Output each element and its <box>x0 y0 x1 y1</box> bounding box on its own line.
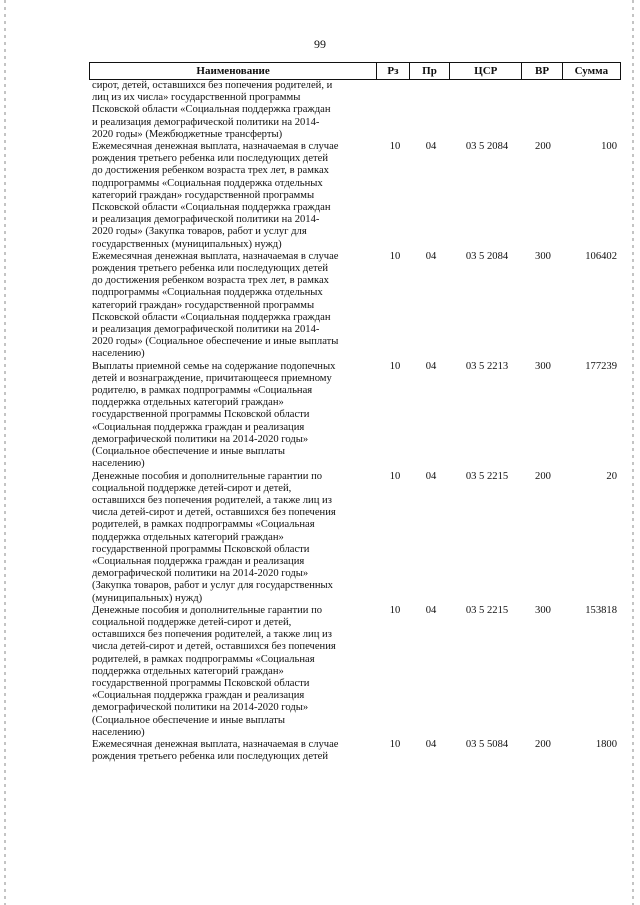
row-name: Ежемесячная денежная выплата, назначаемая в случае рождения третьего ребенка или последующих детей до достижения ребенком возраста трех лет, в рамках подпрограммы «Социальная поддержка отдельных категорий граждан» государственной программы Псковской области «Социальная поддержка граждан и реализация демографической политики на 2014- 2020 годы» (Социальное обеспечение и иные выплаты населению) <box>92 250 339 360</box>
row-sum: 1800 <box>595 738 617 750</box>
table-row <box>89 605 621 739</box>
table-row <box>89 471 621 605</box>
row-vr: 200 <box>535 470 551 482</box>
page-number: 99 <box>314 37 326 51</box>
row-name: Ежемесячная денежная выплата, назначаемая в случае рождения третьего ребенка или последующих детей <box>92 738 339 763</box>
row-vr: 300 <box>535 604 551 616</box>
row-sum: 20 <box>606 470 617 482</box>
table-row <box>89 251 621 361</box>
row-pr: 04 <box>425 360 437 372</box>
header-vr: ВР <box>521 63 561 79</box>
budget-table <box>89 62 621 763</box>
left-scan-edge <box>4 0 6 905</box>
row-csr: 03 5 2084 <box>465 250 509 262</box>
table-row <box>89 739 621 763</box>
row-csr: 03 5 2213 <box>465 360 509 372</box>
row-name: сирот, детей, оставшихся без попечения родителей, и лиц из их числа» государственной программы Псковской области «Социальная поддержка граждан и реализация демографической политики на 2014- 2020 годы» (Межбюджетные трансферты) <box>92 80 333 140</box>
table-header <box>89 62 621 80</box>
row-pr: 04 <box>425 604 437 616</box>
row-vr: 300 <box>535 360 551 372</box>
row-name: Выплаты приемной семье на содержание подопечных детей и вознаграждение, причитающееся приемному родителю, в рамках подпрограммы «Социальная поддержка отдельных категорий граждан» государственной программы Псковской области «Социальная поддержка граждан и реализация демографической политики на 2014-2020 годы» (Социальное обеспечение и иные выплаты населению) <box>92 360 336 470</box>
table-row <box>89 80 621 141</box>
row-csr: 03 5 2215 <box>465 470 509 482</box>
row-pr: 04 <box>425 738 437 750</box>
header-name: Наименование <box>196 65 270 77</box>
row-rz: 10 <box>389 604 401 616</box>
row-rz: 10 <box>389 141 401 153</box>
row-vr: 200 <box>535 141 551 153</box>
right-scan-edge <box>632 0 634 905</box>
row-rz: 10 <box>389 738 401 750</box>
row-name: Денежные пособия и дополнительные гарантии по социальной поддержке детей-сирот и детей, оставшихся без попечения родителей, а также лиц из числа детей-сирот и детей, оставшихся без попечения родителей, в рамках подпрограммы «Социальная поддержка отдельных категорий граждан» государственной программы Псковской области «Социальная поддержка граждан и реализация демографической политики на 2014-2020 годы» (Социальное обеспечение и иные выплаты населению) <box>92 604 336 738</box>
row-vr: 300 <box>535 250 551 262</box>
row-csr: 03 5 5084 <box>465 738 509 750</box>
row-sum: 106402 <box>585 250 617 262</box>
row-name: Денежные пособия и дополнительные гарантии по социальной поддержке детей-сирот и детей, оставшихся без попечения родителей, а также лиц из числа детей-сирот и детей, оставшихся без попечения родителей, в рамках подпрограммы «Социальная поддержка отдельных категорий граждан» государственной программы Псковской области «Социальная поддержка граждан и реализация демографической политики на 2014-2020 годы» (Закупка товаров, работ и услуг для государственных (муниципальных) нужд) <box>92 470 336 604</box>
header-sum: Сумма <box>562 63 620 79</box>
header-rz: Рз <box>376 63 409 79</box>
row-rz: 10 <box>389 470 401 482</box>
header-csr: ЦСР <box>449 63 521 79</box>
row-pr: 04 <box>425 141 437 153</box>
table-row <box>89 141 621 251</box>
table-row <box>89 361 621 471</box>
row-vr: 200 <box>535 738 551 750</box>
row-sum: 100 <box>601 141 617 153</box>
row-sum: 177239 <box>585 360 617 372</box>
header-pr: Пр <box>409 63 449 79</box>
row-rz: 10 <box>389 250 401 262</box>
row-rz: 10 <box>389 360 401 372</box>
row-csr: 03 5 2215 <box>465 604 509 616</box>
row-pr: 04 <box>425 250 437 262</box>
row-csr: 03 5 2084 <box>465 141 509 153</box>
row-name: Ежемесячная денежная выплата, назначаемая в случае рождения третьего ребенка или последующих детей до достижения ребенком возраста трех лет, в рамках подпрограммы «Социальная поддержка отдельных категорий граждан» государственной программы Псковской области «Социальная поддержка граждан и реализация демографической политики на 2014- 2020 годы» (Закупка товаров, работ и услуг для государственных (муниципальных) нужд) <box>92 141 339 250</box>
row-sum: 153818 <box>585 604 617 616</box>
row-pr: 04 <box>425 470 437 482</box>
